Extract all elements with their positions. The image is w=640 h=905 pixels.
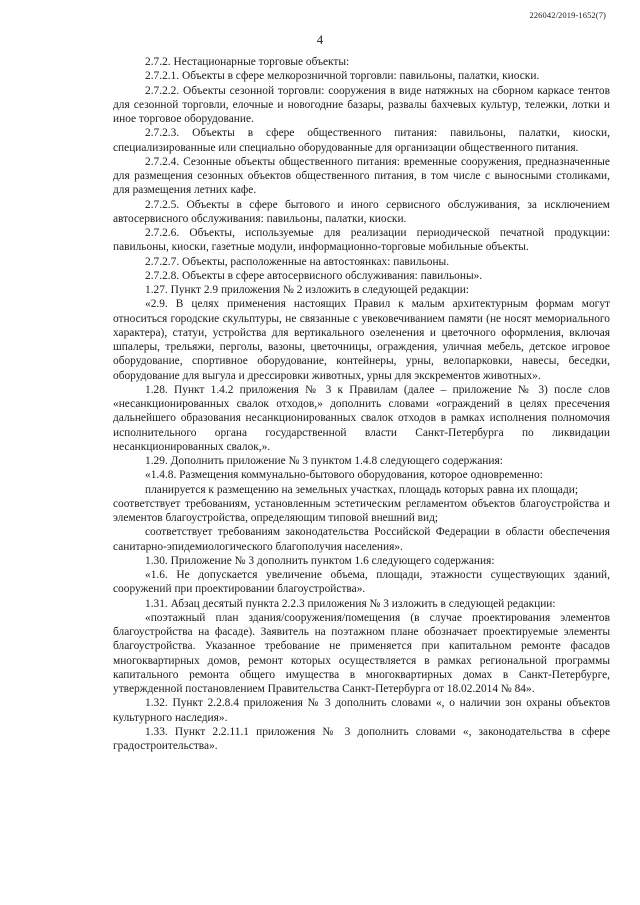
paragraph: 1.28. Пункт 1.4.2 приложения № 3 к Правилам (далее – приложение № 3) после слов «несанкционированных свалок отходов,» дополнить словами «ограждений в целях пресечения дальнейшего образования несанкционированных свалок отходов в рамках исполнения полномочия исполнительного органа государственной власти Санкт-Петербурга по ликвидации несанкционированных свалок,». [113,383,610,453]
document-id: 226042/2019-1652(7) [529,10,606,20]
paragraph: 2.7.2.8. Объекты в сфере автосервисного обслуживания: павильоны». [145,269,483,282]
paragraph: «1.6. Не допускается увеличение объема, площади, этажности существующих зданий, сооружений при проектировании благоустройства». [113,569,610,596]
page-number: 4 [316,33,324,47]
paragraph: 2.7.2.1. Объекты в сфере мелкорозничной торговли: павильоны, палатки, киоски. [145,70,540,83]
paragraph: 2.7.2.4. Сезонные объекты общественного питания: временные сооружения, предназначенные для размещения сезонных объектов общественного питания, в том числе с выносными столиками, для размещения летних кафе. [113,155,610,197]
paragraph: соответствует требованиям, установленным эстетическим регламентом объектов благоустройства и элементов благоустройства, определяющим типовой внешний вид; [113,497,610,524]
paragraph: «1.4.8. Размещения коммунально-бытового оборудования, которое одновременно: [145,469,543,482]
paragraph: 2.7.2. Нестационарные торговые объекты: [145,56,350,68]
paragraph: 1.27. Пункт 2.9 приложения № 2 изложить в следующей редакции: [145,284,469,296]
paragraph: 1.30. Приложение № 3 дополнить пунктом 1.6 следующего содержания: [145,554,495,567]
paragraph: 1.32. Пункт 2.2.8.4 приложения № 3 дополнить словами «, о наличии зон охраны объектов культурного наследия». [113,697,610,724]
paragraph: 2.7.2.2. Объекты сезонной торговли: сооружения в виде натяжных на сборном каркасе тентов для сезонной торговли, елочные и новогодние базары, развалы бахчевых культур, тележки, лотки и иное торговое оборудование. [113,84,610,125]
paragraph: 1.33. Пункт 2.2.11.1 приложения № 3 дополнить словами «, законодательства в сфере градостроительства». [113,725,610,752]
paragraph: «поэтажный план здания/сооружения/помещения (в случае проектирования элементов благоустройства на фасаде). Заявитель на поэтажном плане обозначает проектируемые элементы благоустройства. Указанное требование не применяется при капитальном ремонте фасадов многоквартирных домов, ремонт которых осуществляется в рамках региональной программы капитального ремонта общего имущества в многоквартирных домах в Санкт-Петербурге, утвержденной постановлением Правительства Санкт-Петербурга от 18.02.2014 № 84». [113,611,610,695]
document-body [113,55,610,753]
paragraph: 1.29. Дополнить приложение № 3 пунктом 1.4.8 следующего содержания: [145,455,503,467]
paragraph: 2.7.2.7. Объекты, расположенные на автостоянках: павильоны. [145,255,450,268]
paragraph: 2.7.2.3. Объекты в сфере общественного питания: павильоны, палатки, киоски, специализированные или специально оборудованные для организации общественного питания. [113,127,610,154]
paragraph: 2.7.2.6. Объекты, используемые для реализации периодической печатной продукции: павильоны, киоски, газетные модули, информационно-торговые мобильные объекты. [113,227,610,254]
paragraph: 1.31. Абзац десятый пункта 2.2.3 приложения № 3 изложить в следующей редакции: [145,597,556,610]
paragraph: «2.9. В целях применения настоящих Правил к малым архитектурным формам могут относиться городские скульптуры, не связанные с увековечиванием памяти (не носят мемориального характера), статуи, устройства для вертикального озеленения и цветочного оформления, включая шпалеры, трельяжи, перголы, вазоны, цветочницы, ограждения, уличная мебель, детское игровое оборудование, спортивное оборудование, контейнеры, урны, велопарковки, навесы, беседки, оборудование для выгула и дрессировки животных, урны для экскрементов животных». [113,298,610,382]
paragraph: 2.7.2.5. Объекты в сфере бытового и иного сервисного обслуживания, за исключением автосервисного обслуживания: павильоны, палатки, киоски. [113,198,610,225]
paragraph: планируется к размещению на земельных участках, площадь которых равна их площади; [145,483,579,496]
paragraph: соответствует требованиям законодательства Российской Федерации в области обеспечения санитарно-эпидемиологического благополучия населения». [113,526,610,553]
